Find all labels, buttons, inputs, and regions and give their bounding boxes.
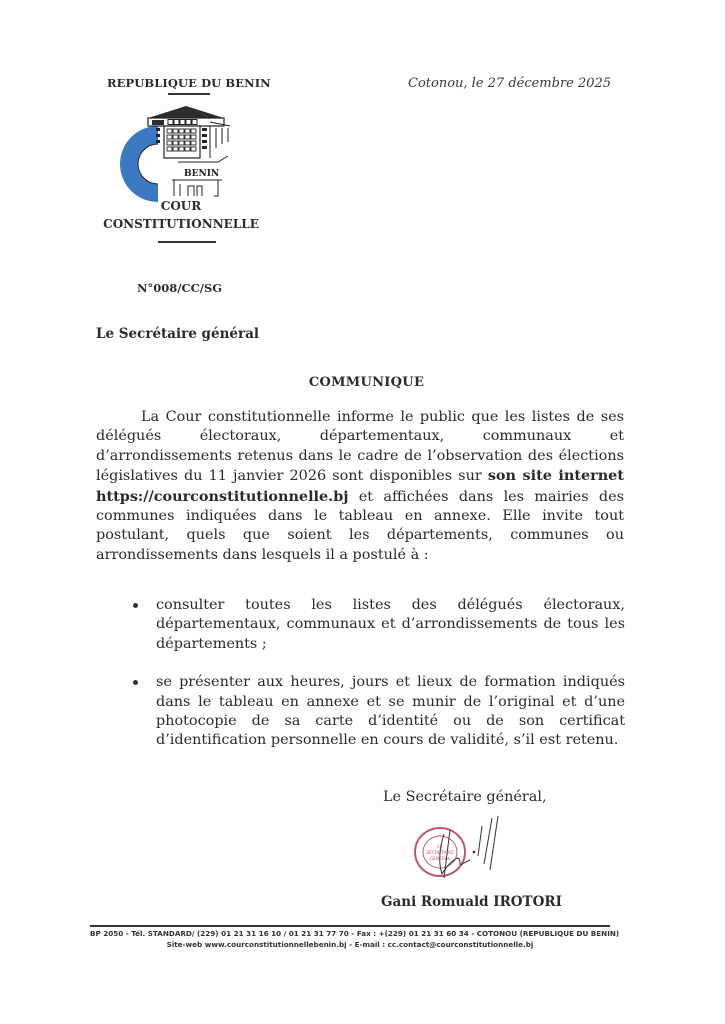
footer-address: BP 2050 - Tél. STANDARD/ (229) 01 21 31 16 10 / 01 21 31 77 70 - Fax : +(229) 01 21 31 60 34 - COTONOU (REPUBLIQUE DU BENIN) bbox=[90, 929, 620, 938]
main-paragraph bbox=[96, 408, 624, 565]
place-date: Cotonou, le 27 décembre 2025 bbox=[408, 76, 612, 91]
instructions-list bbox=[131, 596, 625, 770]
court-logo-icon bbox=[118, 104, 248, 204]
signature-closing: Le Secrétaire général, bbox=[383, 789, 547, 805]
institution-line1: COUR bbox=[160, 199, 202, 213]
institution-name bbox=[96, 197, 266, 233]
footer-divider bbox=[90, 925, 610, 927]
reference-number: N°008/CC/SG bbox=[137, 281, 223, 295]
handwritten-signature bbox=[440, 816, 498, 878]
signatory-name: Gani Romuald IROTORI bbox=[381, 894, 562, 910]
document-title: COMMUNIQUE bbox=[308, 375, 425, 390]
bullet-icon bbox=[133, 680, 138, 685]
institution-line2: CONSTITUTIONNELLE bbox=[103, 217, 259, 231]
list-item bbox=[131, 596, 625, 654]
list-item bbox=[131, 673, 625, 751]
logo-c-arc bbox=[120, 126, 158, 202]
sender-title: Le Secrétaire général bbox=[96, 326, 259, 342]
list-item-text: se présenter aux heures, jours et lieux de formation indiqués dans le tableau en annexe et se munir de l’original et d’une photocopie de sa carte d’identité ou de son certificat d’identification personnelle en cours de validité, s’il est retenu. bbox=[156, 674, 625, 749]
paragraph-part2: et affichées dans les mairies des communes indiquées dans le tableau en annexe. Elle invite tout postulant, quels que soient les départements, communes ou arrondissements dans lesquels il a postulé à : bbox=[96, 488, 624, 563]
stamp-text-general: GENERAL bbox=[429, 857, 451, 862]
logo-lower-structure bbox=[172, 180, 222, 196]
footer-web-email: Site-web www.courconstitutionnellebenin.bj - E-mail : cc.contact@courconstitutionnelle.bj bbox=[166, 940, 534, 949]
institution-underline bbox=[158, 241, 216, 243]
logo-top-windows bbox=[168, 120, 197, 125]
republic-underline bbox=[168, 93, 210, 95]
logo-benin-label: BENIN bbox=[184, 169, 220, 179]
website-mention: son site internet https://courconstitutionnelle.bj bbox=[96, 467, 624, 505]
logo-left-panel bbox=[152, 120, 164, 125]
list-item-text: consulter toutes les listes des délégués électoraux, départementaux, communaux et d’arrondissements de tous les départements ; bbox=[156, 597, 625, 652]
official-stamp-signature-icon bbox=[400, 812, 510, 887]
stamp-text-secretaire: SECRETAIRE bbox=[426, 851, 454, 856]
paragraph-part1: La Cour constitutionnelle informe le public que les listes de ses délégués électoraux, départementaux, communaux et d’arrondissements retenus dans le cadre de l’observation des élections législatives du 11 janvier 2026 sont disponibles sur bbox=[96, 409, 624, 485]
bullet-icon bbox=[133, 603, 138, 608]
footer-contact bbox=[90, 928, 620, 950]
republic-heading: REPUBLIQUE DU BENIN bbox=[107, 76, 271, 90]
logo-roof bbox=[148, 106, 224, 118]
stamp-text-le: LE bbox=[437, 845, 443, 850]
